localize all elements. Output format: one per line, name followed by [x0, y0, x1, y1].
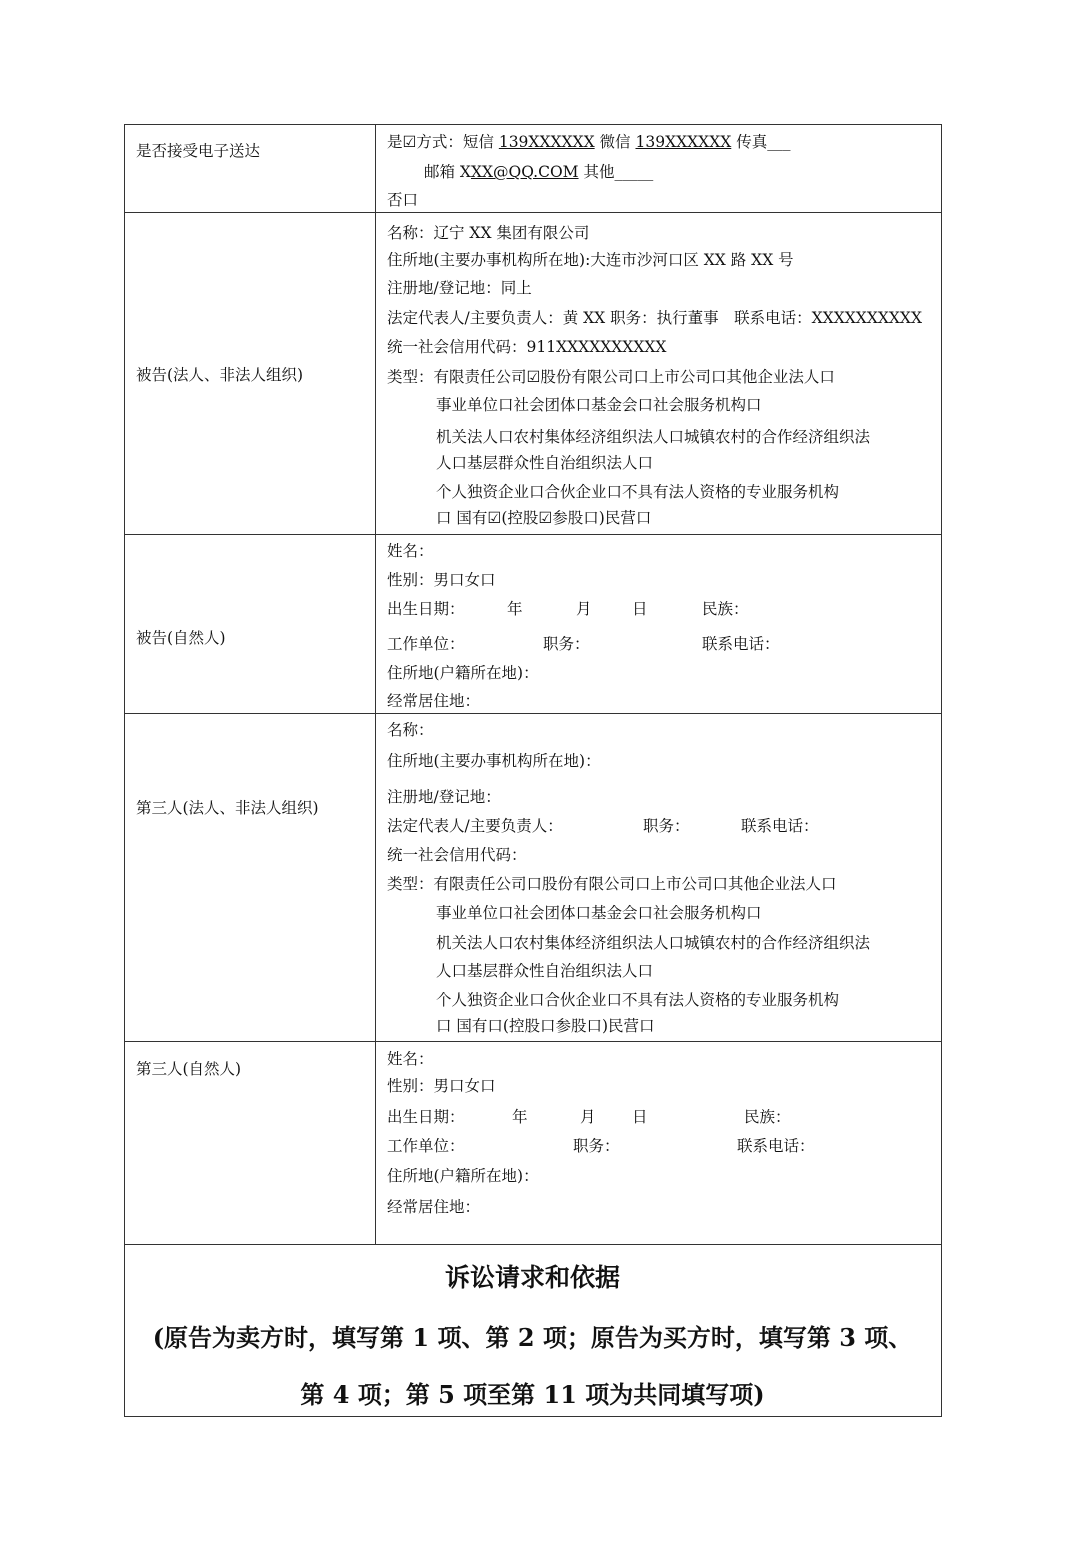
field-text: 注册地/登记地：	[387, 788, 501, 806]
field-text: 统一社会信用代码：	[387, 846, 527, 864]
field-line	[387, 250, 794, 270]
field-text: 姓名：	[387, 542, 434, 560]
field-text: 统一社会信用代码：911XXXXXXXXXX	[387, 338, 667, 356]
field-line	[387, 337, 666, 357]
field-text: 其他	[578, 163, 615, 181]
field-line	[436, 1016, 655, 1036]
field-text: 月	[580, 1108, 596, 1126]
field-text: 性别：男口女口	[387, 571, 496, 589]
field-line	[387, 751, 601, 771]
field-line	[387, 570, 496, 590]
column-divider	[375, 124, 376, 1244]
field-text: 年	[507, 600, 523, 618]
row-label: 被告(自然人)	[136, 629, 226, 647]
field-text: 联系电话：	[737, 1137, 815, 1155]
field-text: 性别：男口女口	[387, 1077, 496, 1095]
table-border	[124, 534, 942, 535]
field-text: 经常居住地：	[387, 692, 481, 710]
filled-value: XX@QQ.COM	[470, 163, 579, 181]
row-label: 第三人(自然人)	[136, 1060, 242, 1078]
field-text: ___	[767, 133, 791, 151]
field-line	[424, 162, 653, 182]
table-border	[124, 124, 125, 1417]
field-text: 经常居住地：	[387, 1198, 481, 1216]
field-line	[387, 541, 434, 561]
field-text: 日	[632, 1108, 648, 1126]
field-text: 注册地/登记地：同上	[387, 279, 532, 297]
field-text: 个人独资企业口合伙企业口不具有法人资格的专业服务机构	[436, 483, 840, 501]
field-text: 年	[512, 1108, 528, 1126]
field-text: 民族：	[744, 1108, 791, 1126]
filled-value: 139XXXXXX	[635, 133, 732, 151]
field-text: 微信	[594, 133, 636, 151]
field-line	[387, 132, 790, 152]
section-title: 诉讼请求和依据	[444, 1263, 620, 1292]
field-text: 住所地(户籍所在地)：	[387, 664, 539, 682]
field-text: 住所地(主要办事机构所在地)：	[387, 752, 601, 770]
field-text: 否口	[387, 191, 419, 209]
field-line	[387, 1197, 480, 1217]
field-text: 机关法人口农村集体经济组织法人口城镇农村的合作经济组织法	[436, 428, 871, 446]
field-line	[387, 278, 532, 298]
field-text: 类型：有限责任公司口股份有限公司口上市公司口其他企业法人口	[387, 875, 837, 893]
table-border	[124, 1244, 942, 1245]
field-line	[436, 990, 839, 1010]
field-text: 日	[632, 600, 648, 618]
field-text: 人口基层群众性自治组织法人口	[436, 454, 654, 472]
field-line	[436, 453, 653, 473]
row-label: 第三人(法人、非法人组织)	[136, 799, 319, 817]
field-text: 个人独资企业口合伙企业口不具有法人资格的专业服务机构	[436, 991, 840, 1009]
row-label: 被告(法人、非法人组织)	[136, 366, 304, 384]
field-line	[387, 308, 922, 328]
table-border	[124, 124, 942, 125]
row-label: 是否接受电子送达	[136, 142, 261, 160]
field-text: 邮箱 X	[424, 163, 471, 181]
field-text: 口 国有口(控股口参股口)民营口	[436, 1017, 655, 1035]
field-text: 是☑方式：短信	[387, 133, 499, 151]
field-text: 口 国有☑(控股☑参股口)民营口	[436, 509, 652, 527]
field-line	[387, 367, 835, 387]
field-text: 事业单位口社会团体口基金会口社会服务机构口	[436, 396, 762, 414]
field-text: 联系电话：	[741, 817, 819, 835]
field-line	[387, 190, 418, 210]
filled-value: 139XXXXXX	[498, 133, 595, 151]
field-line	[436, 933, 870, 953]
field-line	[387, 845, 527, 865]
field-line	[436, 482, 839, 502]
section-note-line1: (原告为卖方时，填写第 1 项、第 2 项；原告为买方时，填写第 3 项、	[152, 1323, 913, 1352]
field-text: 名称：	[387, 721, 434, 739]
table-border	[124, 713, 942, 714]
field-text: 出生日期：	[387, 1108, 465, 1126]
field-line	[387, 1166, 539, 1186]
field-text: 月	[576, 600, 592, 618]
field-line	[436, 427, 870, 447]
field-text: 出生日期：	[387, 600, 465, 618]
field-text: 职务：	[573, 1137, 620, 1155]
field-text: 姓名：	[387, 1050, 434, 1068]
field-text: 法定代表人/主要负责人：黄 XX 职务：执行董事 联系电话：XXXXXXXXXX	[387, 309, 922, 327]
field-line	[387, 691, 480, 711]
field-line	[387, 1049, 434, 1069]
field-text: 机关法人口农村集体经济组织法人口城镇农村的合作经济组织法	[436, 934, 871, 952]
field-text: 职务：	[543, 635, 590, 653]
field-text: 类型：有限责任公司☑股份有限公司口上市公司口其他企业法人口	[387, 368, 835, 386]
field-line	[436, 903, 762, 923]
field-text: 人口基层群众性自治组织法人口	[436, 962, 654, 980]
field-text: 联系电话：	[702, 635, 780, 653]
field-line	[436, 508, 651, 528]
table-border	[941, 124, 942, 1417]
field-text: 传真	[731, 133, 768, 151]
field-text: 职务：	[643, 817, 690, 835]
field-text: 法定代表人/主要负责人：	[387, 817, 563, 835]
field-text: 名称：辽宁 XX 集团有限公司	[387, 224, 590, 242]
field-line	[387, 663, 539, 683]
field-line	[387, 720, 434, 740]
field-line	[436, 395, 762, 415]
section-note-line2: 第 4 项；第 5 项至第 11 项为共同填写项)	[300, 1380, 765, 1409]
field-line	[387, 223, 589, 243]
field-text: 工作单位：	[387, 635, 465, 653]
field-line	[387, 787, 501, 807]
field-text: 工作单位：	[387, 1137, 465, 1155]
field-line	[387, 874, 837, 894]
field-line	[387, 1076, 496, 1096]
field-text: 事业单位口社会团体口基金会口社会服务机构口	[436, 904, 762, 922]
field-line	[436, 961, 653, 981]
field-text: _____	[614, 163, 654, 181]
field-text: 民族：	[702, 600, 749, 618]
table-border	[124, 1416, 942, 1417]
field-text: 住所地(户籍所在地)：	[387, 1167, 539, 1185]
table-border	[124, 1041, 942, 1042]
table-border	[124, 212, 942, 213]
field-text: 住所地(主要办事机构所在地):大连市沙河口区 XX 路 XX 号	[387, 251, 794, 269]
